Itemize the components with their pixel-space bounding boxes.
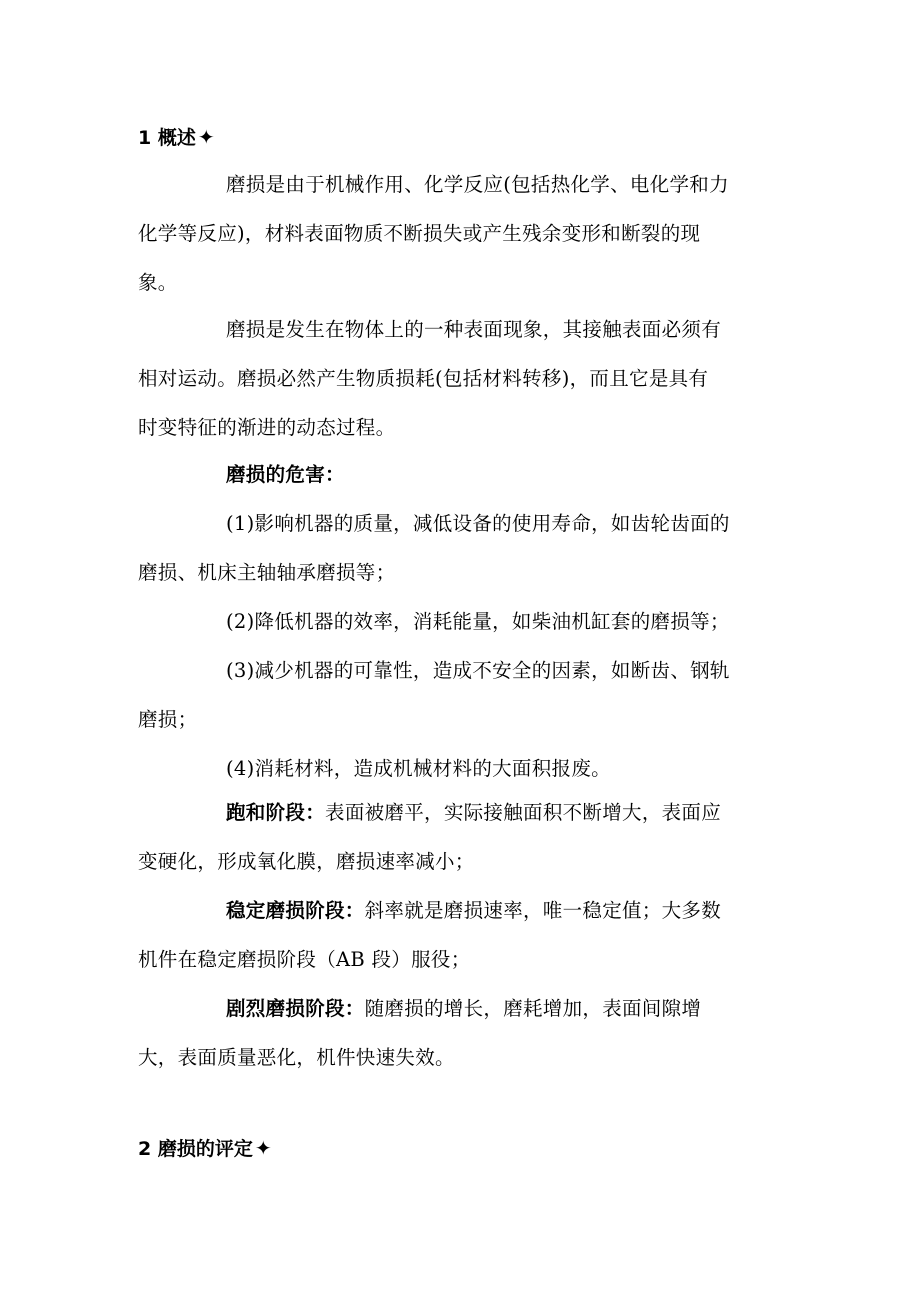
stage-stable [138,886,788,935]
stage-text-cont: 大，表面质量恶化，机件快速失效。 [138,1046,455,1069]
harm-item-1-cont: 磨损、机床主轴轴承磨损等； [138,561,396,584]
section-number: 2 [138,1138,152,1160]
harm-item-2: (2)降低机器的效率，消耗能量，如柴油机缸套的磨损等； [226,610,730,633]
harm-item-1: (1)影响机器的质量，减低设备的使用寿命，如齿轮齿面的 [226,512,730,535]
phenomenon-paragraph [138,305,788,452]
harm-item-3: (3)减少机器的可靠性，造成不安全的因素，如断齿、钢轨 [226,659,730,682]
text-line: 磨损是发生在物体上的一种表面现象，其接触表面必须有 [226,318,722,341]
star-icon: ✦ [254,1136,272,1160]
harms-heading-text: 磨损的危害： [226,463,345,486]
stage-text: 斜率就是磨损速率，唯一稳定值；大多数 [364,899,722,922]
stage-label: 跑和阶段： [226,801,326,824]
harm-item-4: (4)消耗材料，造成机械材料的大面积报废。 [226,757,611,780]
section-heading-2 [138,1135,272,1162]
stage-text: 随磨损的增长，磨耗增加，表面间隙增 [364,997,702,1020]
harms-heading [138,450,788,499]
stages-block [138,788,788,1082]
section-heading-1 [138,124,215,151]
section-title: 磨损的评定 [157,1138,253,1160]
text-line: 磨损是由于机械作用、化学反应(包括热化学、电化学和力 [226,173,729,196]
stage-label: 稳定磨损阶段： [226,899,365,922]
text-line: 象。 [138,271,178,294]
text-line: 化学等反应)，材料表面物质不断损失或产生残余变形和断裂的现 [138,222,701,245]
section-title: 概述 [157,127,196,149]
stage-text: 表面被磨平，实际接触面积不断增大，表面应 [325,801,722,824]
stage-text-cont: 机件在稳定磨损阶段（AB 段）服役； [138,948,471,971]
stage-label: 剧烈磨损阶段： [226,997,365,1020]
stage-running-in [138,788,788,837]
harms-block [138,450,788,793]
stage-text-cont: 变硬化，形成氧化膜，磨损速率减小； [138,850,475,873]
section-number: 1 [138,127,152,149]
harm-item-3-cont: 磨损； [138,708,198,731]
star-icon: ✦ [197,125,215,149]
definition-paragraph [138,160,788,307]
stage-severe [138,984,788,1033]
text-line: 相对运动。磨损必然产生物质损耗(包括材料转移)，而且它是具有 [138,367,709,390]
text-line: 时变特征的渐进的动态过程。 [138,416,396,439]
